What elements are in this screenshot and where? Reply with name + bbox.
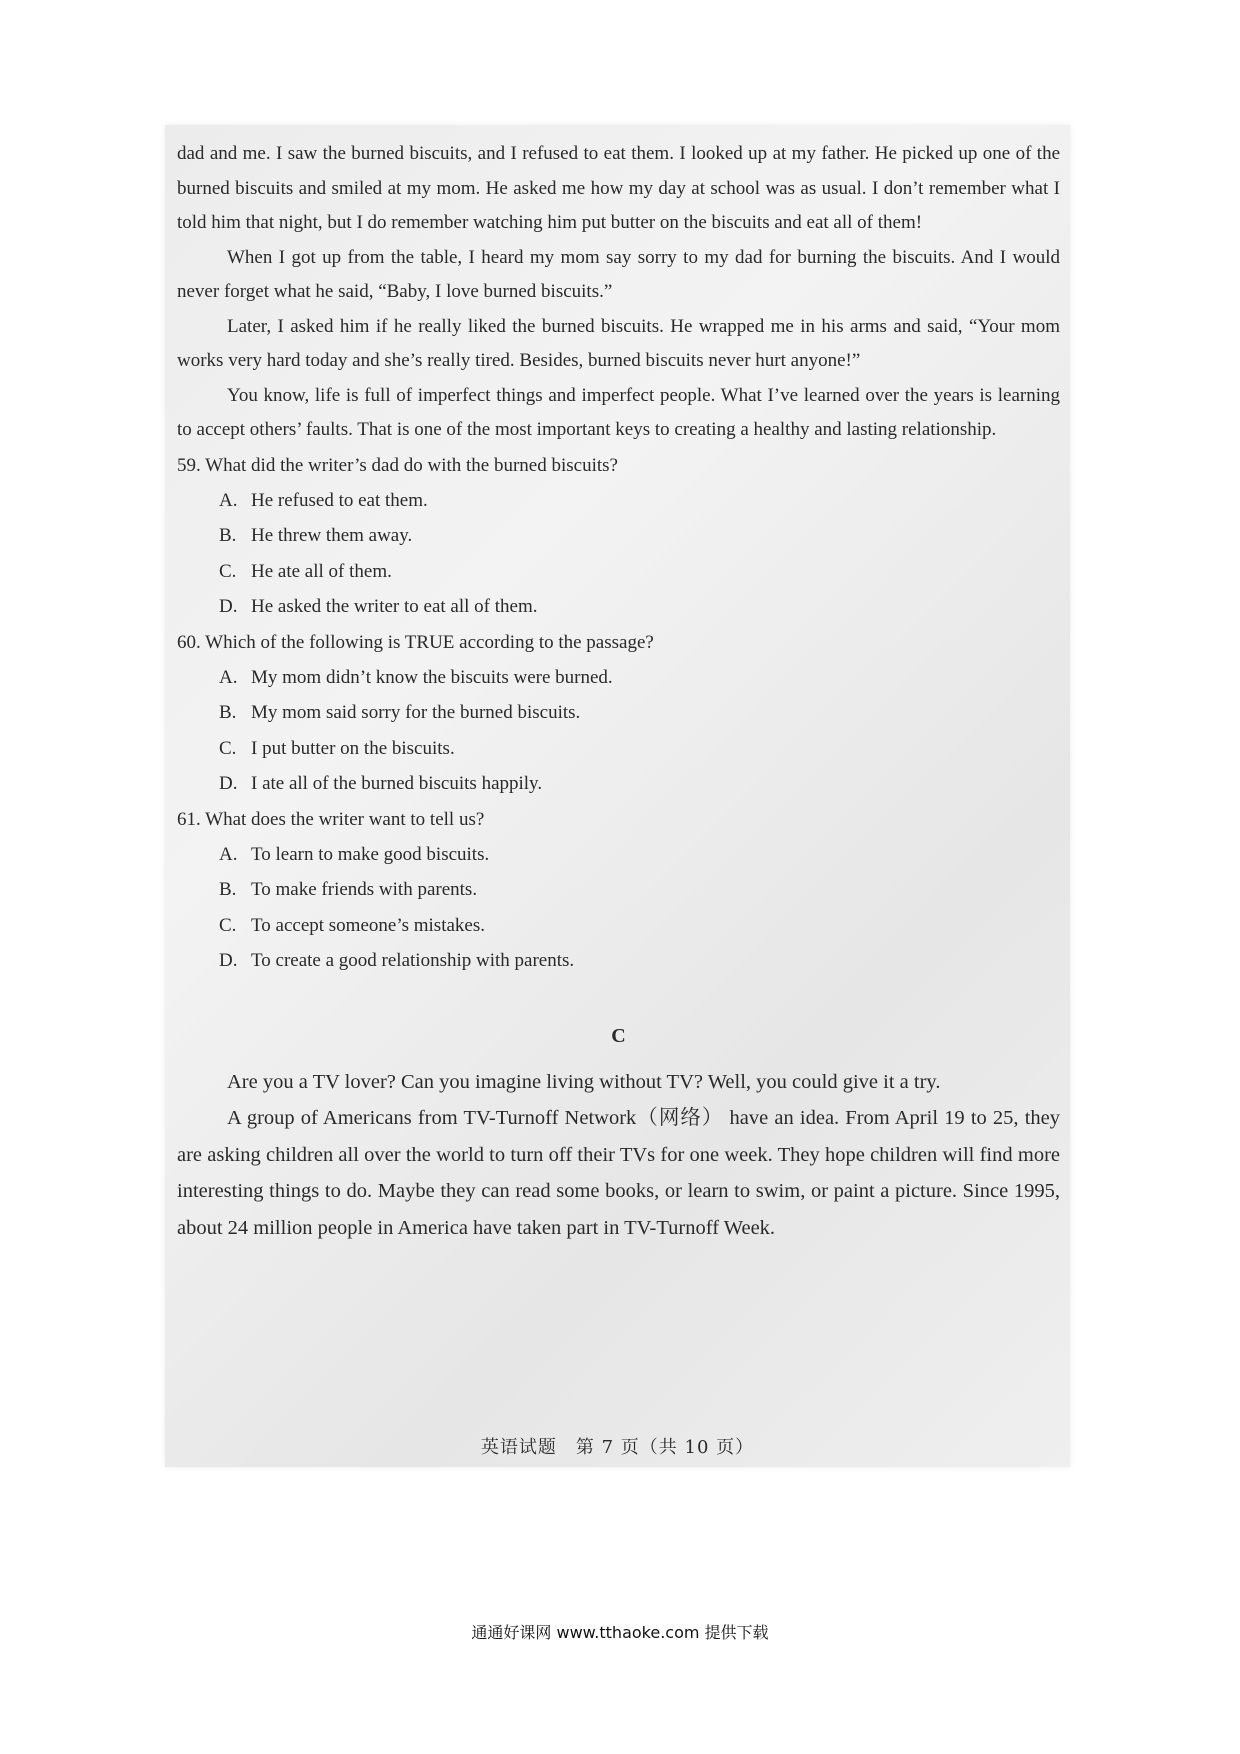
option-letter: B.: [219, 525, 237, 546]
option-text: To learn to make good biscuits.: [251, 843, 490, 865]
option-letter: C.: [219, 914, 237, 936]
question-61: [177, 802, 1060, 979]
scanned-exam-page: [165, 125, 1070, 1467]
option-letter: D.: [219, 950, 238, 971]
passage-paragraph: When I got up from the table, I heard my mom say sorry to my dad for burning the biscuits. And I would never forget what he said, “Baby, I love burned biscuits.”: [177, 246, 1060, 302]
option-letter: C.: [219, 560, 237, 582]
question-stem: 61. What does the writer want to tell us?: [177, 808, 485, 830]
option-letter: C.: [219, 737, 237, 759]
page-footer: 英语试题 第 7 页（共 10 页）: [480, 1437, 755, 1458]
option-text: He asked the writer to eat all of them.: [251, 596, 538, 617]
answer-option: [219, 483, 1060, 519]
option-letter: B.: [219, 879, 237, 900]
option-text: He threw them away.: [251, 525, 413, 546]
option-letter: B.: [219, 702, 237, 723]
answer-option: [219, 872, 1060, 908]
answer-option: [219, 554, 1060, 590]
option-letter: A.: [219, 666, 238, 688]
answer-option: [219, 731, 1060, 767]
question-59: [177, 448, 1060, 625]
option-text: He refused to eat them.: [251, 489, 428, 511]
option-letter: D.: [219, 596, 238, 617]
answer-option: [219, 943, 1060, 979]
question-stem: 59. What did the writer’s dad do with the burned biscuits?: [177, 454, 618, 476]
passage-paragraph: You know, life is full of imperfect things and imperfect people. What I’ve learned over the years is learning to accept others’ faults. That is one of the most important keys to creating a healthy and lasting relationship.: [177, 384, 1060, 440]
answer-option: [219, 589, 1060, 625]
option-text: To make friends with parents.: [251, 879, 478, 900]
option-text: My mom didn’t know the biscuits were burned.: [251, 666, 613, 688]
answer-option: [219, 908, 1060, 944]
question-60: [177, 625, 1060, 802]
option-letter: A.: [219, 843, 238, 865]
answer-option: [219, 518, 1060, 554]
option-text: To accept someone’s mistakes.: [251, 914, 485, 936]
section-heading: C: [611, 1024, 626, 1047]
answer-option: [219, 766, 1060, 802]
answer-option: [219, 660, 1060, 696]
question-stem: 60. Which of the following is TRUE according to the passage?: [177, 631, 654, 653]
passage-paragraph: A group of Americans from TV-Turnoff Network（网络） have an idea. From April 19 to 25, they are asking children all over the world to turn off their TVs for one week. They hope children will find more interesting things to do. Maybe they can read some books, or learn to swim, or paint a picture. Since 1995, about 24 million people in America have taken part in TV-Turnoff Week.: [177, 1107, 1060, 1239]
option-text: My mom said sorry for the burned biscuits.: [251, 702, 581, 723]
answer-option: [219, 695, 1060, 731]
option-text: I put butter on the biscuits.: [251, 737, 455, 759]
option-text: He ate all of them.: [251, 560, 392, 582]
answer-option: [219, 837, 1060, 873]
option-letter: A.: [219, 489, 238, 511]
site-credit: 通通好课网 www.tthaoke.com 提供下载: [471, 1623, 769, 1642]
page-content: [177, 137, 1060, 1246]
option-text: To create a good relationship with parents.: [251, 950, 575, 971]
passage-paragraph: Are you a TV lover? Can you imagine living without TV? Well, you could give it a try.: [227, 1070, 941, 1093]
option-letter: D.: [219, 773, 238, 794]
passage-paragraph: dad and me. I saw the burned biscuits, and I refused to eat them. I looked up at my father. He picked up one of the burned biscuits and smiled at my mom. He asked me how my day at school was as usual. I don’t remember what I told him that night, but I do remember watching him put butter on the biscuits and eat all of them!: [177, 143, 1060, 233]
option-text: I ate all of the burned biscuits happily.: [251, 773, 543, 794]
passage-paragraph: Later, I asked him if he really liked the burned biscuits. He wrapped me in his arms and said, “Your mom works very hard today and she’s really tired. Besides, burned biscuits never hurt anyone!”: [177, 315, 1060, 371]
